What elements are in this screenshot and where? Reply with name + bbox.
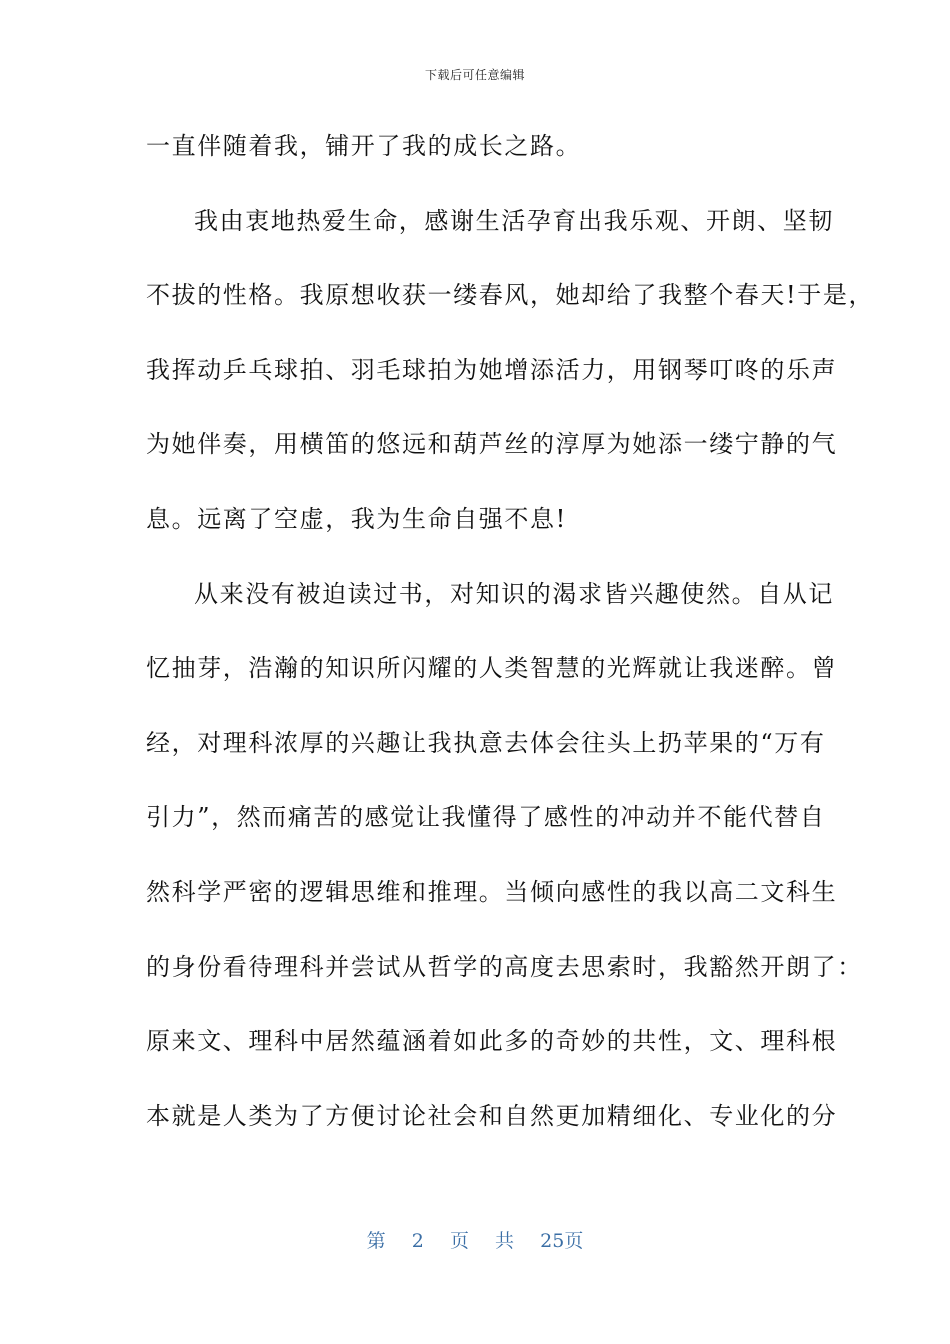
body-line: 不拔的性格。我原想收获一缕春风，她却给了我整个春天!于是， bbox=[146, 281, 875, 310]
footer-current-page: 2 bbox=[411, 1230, 424, 1252]
body-line: 本就是人类为了方便讨论社会和自然更加精细化、专业化的分 bbox=[146, 1101, 838, 1130]
footer-page-unit: 页 bbox=[449, 1230, 469, 1252]
body-line: 的身份看待理科并尝试从哲学的高度去思索时，我豁然开朗了： bbox=[146, 952, 863, 981]
body-line: 我由衷地热爱生命，感谢生活孕育出我乐观、开朗、坚韧 bbox=[194, 206, 834, 235]
footer-page-label: 第 bbox=[366, 1230, 386, 1252]
body-line: 一直伴随着我，铺开了我的成长之路。 bbox=[146, 132, 582, 160]
body-line: 忆抽芽，浩瀚的知识所闪耀的人类智慧的光辉就让我迷醉。曾 bbox=[146, 654, 838, 683]
page-footer bbox=[0, 1226, 950, 1253]
body-line: 我挥动乒乓球拍、羽毛球拍为她增添活力，用钢琴叮咚的乐声 bbox=[146, 355, 838, 384]
body-line: 原来文、理科中居然蕴涵着如此多的奇妙的共性，文、理科根 bbox=[146, 1027, 838, 1056]
page-header-note: 下载后可任意编辑 bbox=[424, 68, 525, 82]
body-line: 为她伴奏，用横笛的悠远和葫芦丝的淳厚为她添一缕宁静的气 bbox=[146, 430, 838, 459]
footer-total-label: 共 bbox=[495, 1230, 515, 1252]
body-line: 然科学严密的逻辑思维和推理。当倾向感性的我以高二文科生 bbox=[146, 877, 838, 906]
body-line: 经，对理科浓厚的兴趣让我执意去体会往头上扔苹果的“万有 bbox=[146, 728, 826, 757]
body-line: 从来没有被迫读过书，对知识的渴求皆兴趣使然。自从记 bbox=[194, 579, 834, 608]
document-body bbox=[146, 126, 875, 1170]
footer-total-pages: 25页 bbox=[540, 1230, 584, 1252]
body-line: 息。远离了空虚，我为生命自强不息! bbox=[146, 504, 567, 533]
body-line: 引力”，然而痛苦的感觉让我懂得了感性的冲动并不能代替自 bbox=[146, 803, 826, 832]
